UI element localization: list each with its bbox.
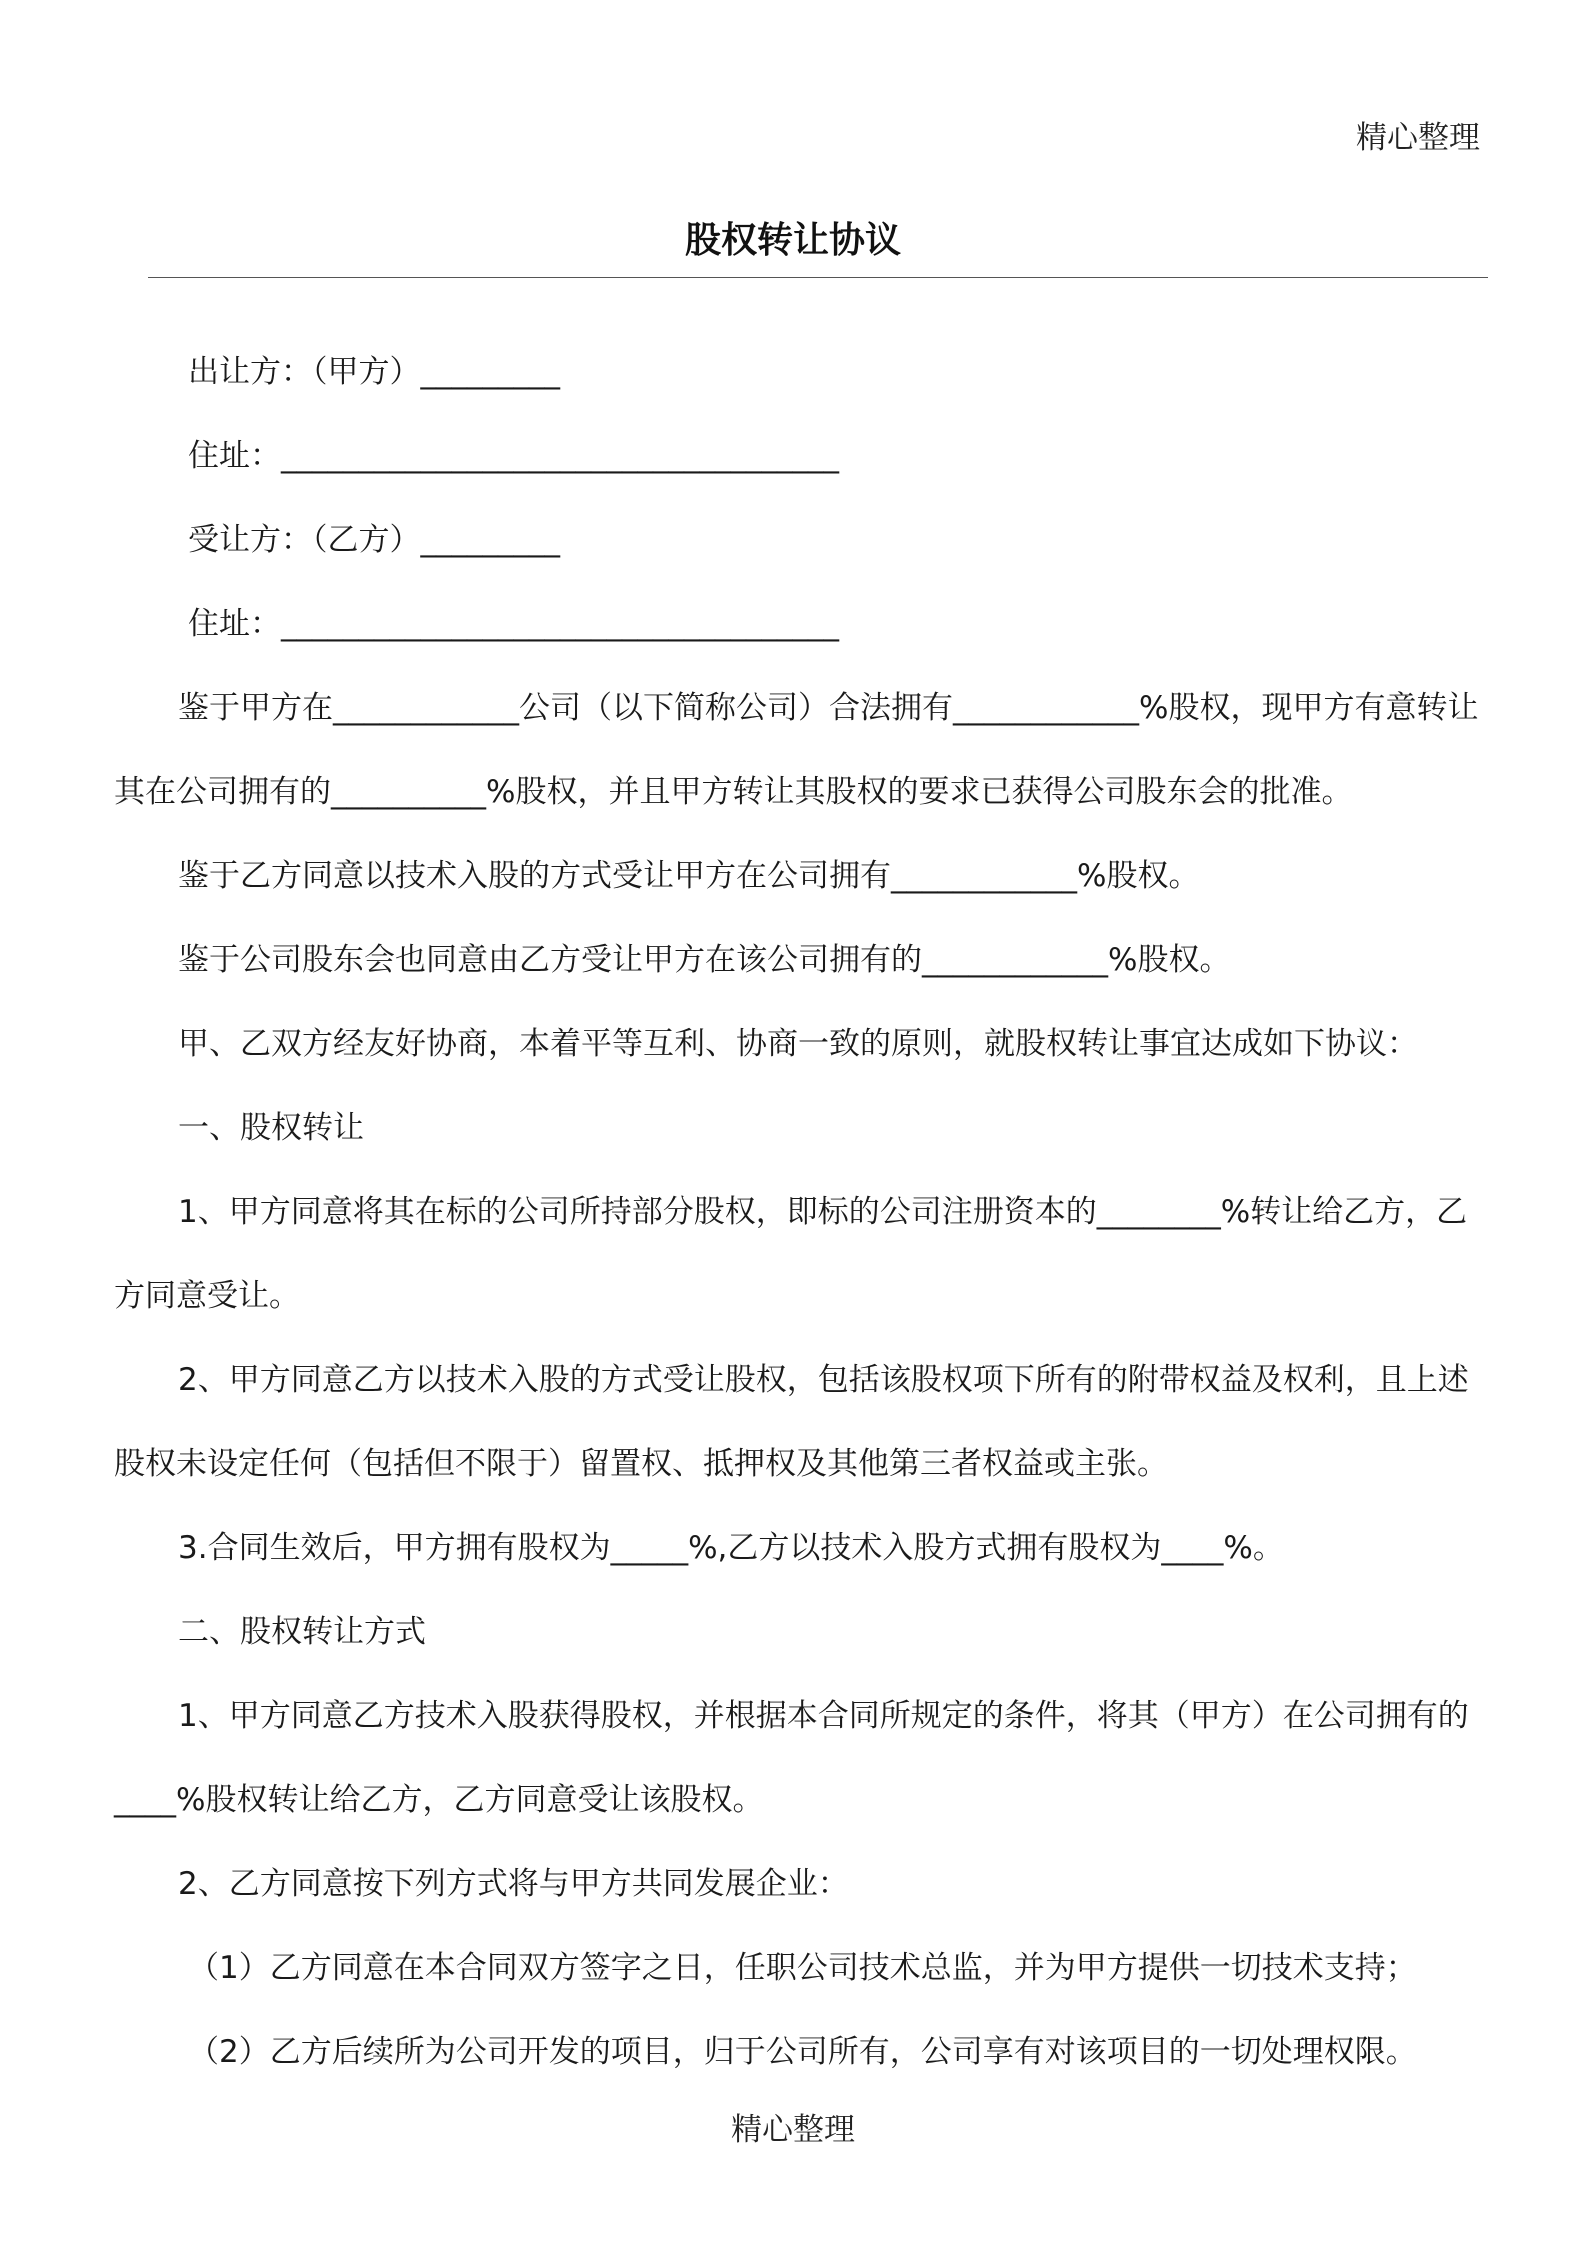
clause-2-1: 1、甲方同意乙方技术入股获得股权，并根据本合同所规定的条件，将其（甲方）在公司拥有的____%股权转让给乙方，乙方同意受让该股权。 bbox=[114, 1698, 1469, 1818]
header-watermark-text: 精心整理 bbox=[1356, 120, 1480, 156]
transferor-address-line: 住址：____________________________________ bbox=[188, 438, 839, 474]
clause-1-2: 2、甲方同意乙方以技术入股的方式受让股权，包括该股权项下所有的附带权益及权利，且上述股权未设定任何（包括但不限于）留置权、抵押权及其他第三者权益或主张。 bbox=[114, 1362, 1469, 1482]
agreement-preamble: 甲、乙双方经友好协商，本着平等互利、协商一致的原则，就股权转让事宜达成如下协议： bbox=[178, 1026, 1418, 1062]
recital-paragraph-1: 鉴于甲方在____________公司（以下简称公司）合法拥有____________%股权，现甲方有意转让其在公司拥有的__________%股权，并且甲方转让其股权的要求已获得公司股东会的批准。 bbox=[114, 690, 1479, 810]
recital-paragraph-2: 鉴于乙方同意以技术入股的方式受让甲方在公司拥有____________%股权。 bbox=[178, 858, 1200, 894]
footer-watermark-text: 精心整理 bbox=[731, 2112, 855, 2148]
clause-2-2: 2、乙方同意按下列方式将与甲方共同发展企业： bbox=[178, 1866, 849, 1902]
document-body bbox=[114, 330, 1484, 2094]
section-heading-1: 一、股权转让 bbox=[178, 1110, 364, 1146]
clause-2-2-item-2: （2）乙方后续所为公司开发的项目，归于公司所有，公司享有对该项目的一切处理权限。 bbox=[188, 2034, 1417, 2070]
transferor-line: 出让方：（甲方）_________ bbox=[188, 354, 560, 390]
title-divider bbox=[148, 277, 1488, 278]
document-title: 股权转让协议 bbox=[684, 220, 901, 261]
clause-2-2-item-1: （1）乙方同意在本合同双方签字之日，任职公司技术总监，并为甲方提供一切技术支持； bbox=[188, 1950, 1417, 1986]
clause-1-1: 1、甲方同意将其在标的公司所持部分股权，即标的公司注册资本的________%转让给乙方，乙方同意受让。 bbox=[114, 1194, 1468, 1314]
transferee-address-line: 住址：____________________________________ bbox=[188, 606, 839, 642]
recital-paragraph-3: 鉴于公司股东会也同意由乙方受让甲方在该公司拥有的____________%股权。 bbox=[178, 942, 1231, 978]
transferee-line: 受让方：（乙方）_________ bbox=[188, 522, 560, 558]
section-heading-2: 二、股权转让方式 bbox=[178, 1614, 426, 1650]
clause-1-3: 3.合同生效后，甲方拥有股权为_____%,乙方以技术入股方式拥有股权为____%。 bbox=[178, 1530, 1284, 1566]
